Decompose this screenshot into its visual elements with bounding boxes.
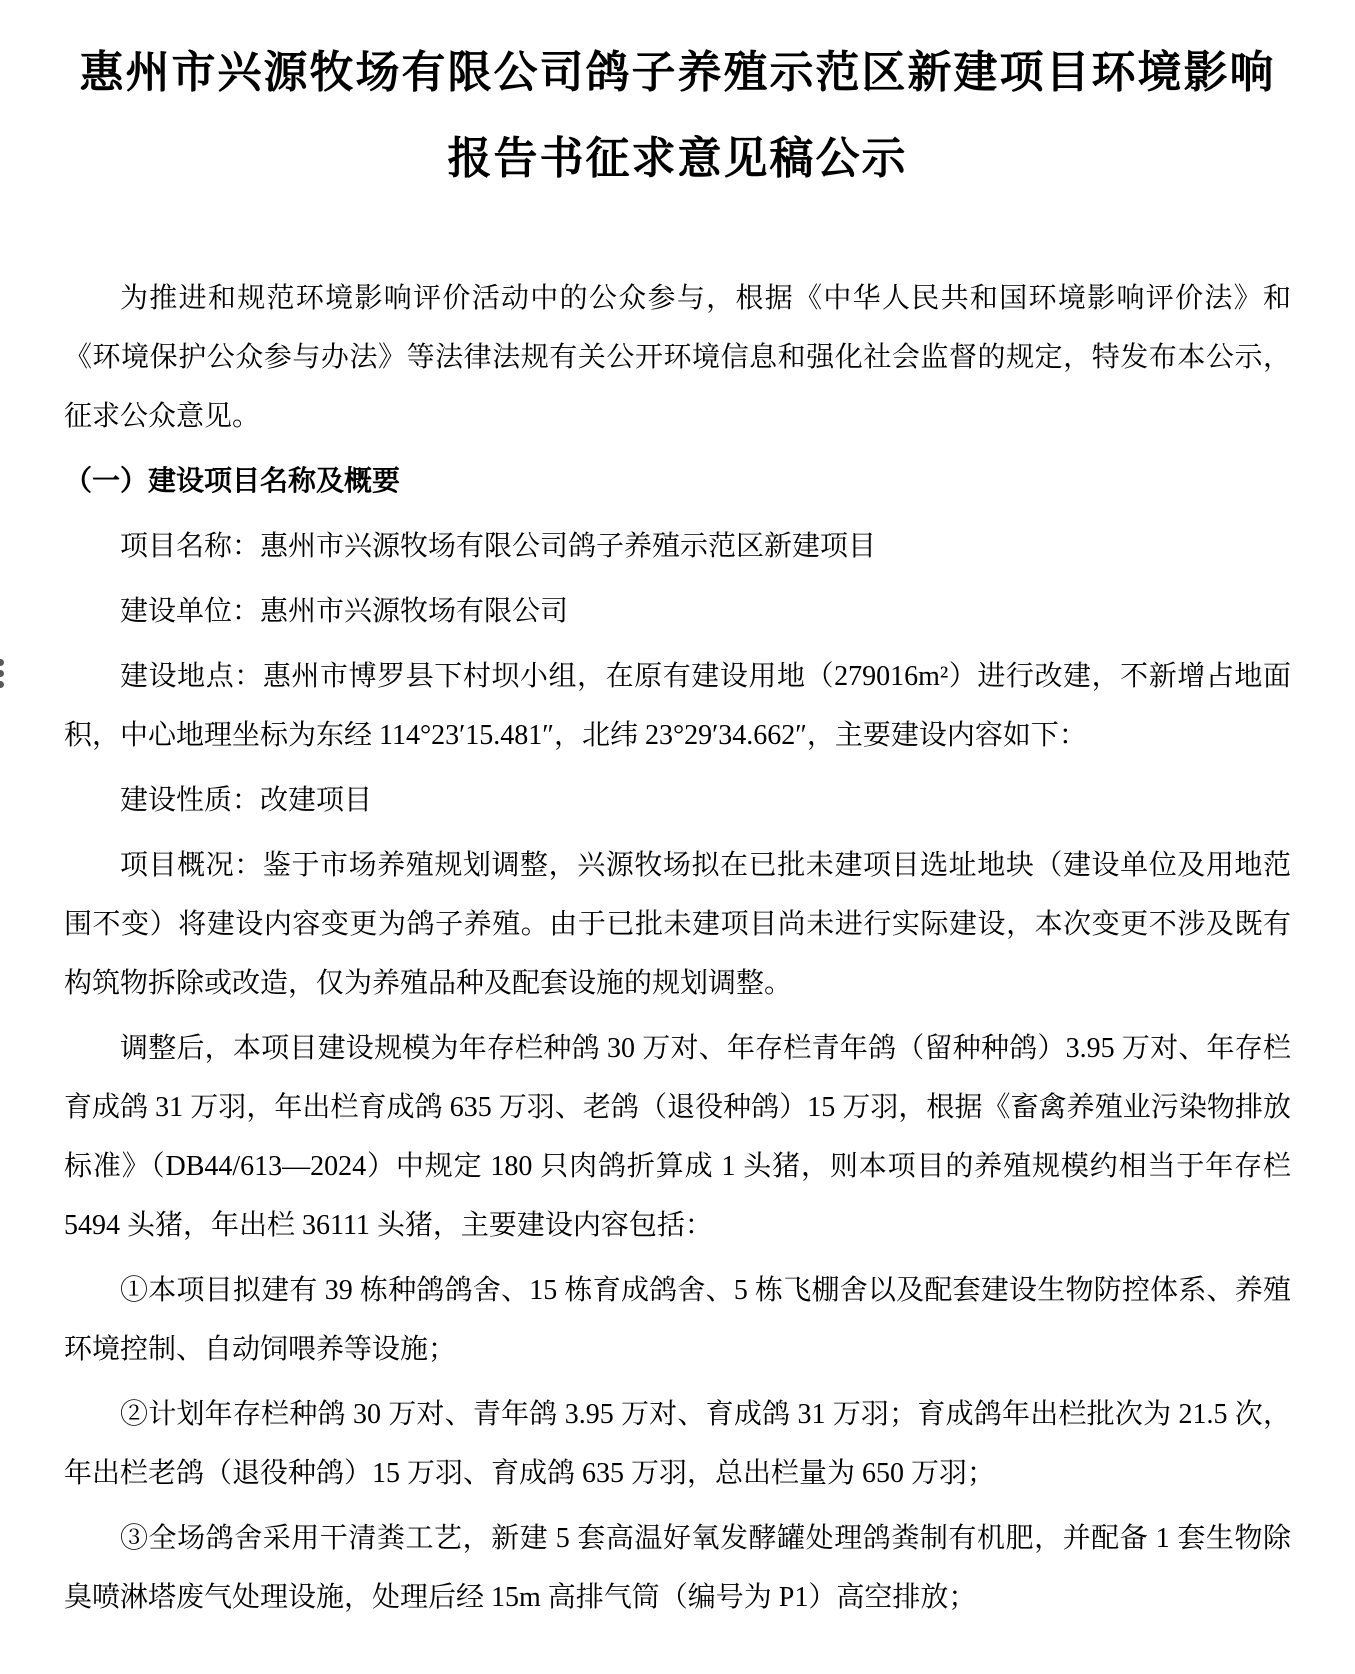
intro-paragraph: 为推进和规范环境影响评价活动中的公众参与，根据《中华人民共和国环境影响评价法》和《环境保护公众参与办法》等法律法规有关公开环境信息和强化社会监督的规定，特发布本公示，征求公众意见。 xyxy=(64,283,1291,432)
vertical-ellipsis-handle-icon[interactable] xyxy=(0,659,4,688)
handle-dot xyxy=(0,659,4,666)
construction-site-paragraph: 建设地点：惠州市博罗县下村坝小组，在原有建设用地（279016m²）进行改建，不新增占地面积，中心地理坐标为东经 114°23′15.481″，北纬 23°29′34.662″，主要建设内容如下： xyxy=(64,661,1291,751)
title-line-2: 报告书征求意见稿公示 xyxy=(447,134,908,183)
adjusted-scale-paragraph: 调整后，本项目建设规模为年存栏种鸽 30 万对、年存栏青年鸽（留种种鸽）3.95 万对、年存栏育成鸽 31 万羽，年出栏育成鸽 635 万羽、老鸽（退役种鸽）15 万羽，根据《畜禽养殖业污染物排放标准》（DB44/613—2024）中规定 180 只肉鸽折算成 1 头猪，则本项目的养殖规模约相当于年存栏 5494 头猪，年出栏 36111 头猪，主要建设内容包括： xyxy=(64,1033,1291,1241)
construction-nature-line: 建设性质：改建项目 xyxy=(120,785,373,816)
title-line-1: 惠州市兴源牧场有限公司鸽子养殖示范区新建项目环境影响 xyxy=(79,48,1276,97)
handle-dot xyxy=(0,681,4,688)
document-title xyxy=(0,0,1355,202)
project-overview-paragraph: 项目概况：鉴于市场养殖规划调整，兴源牧场拟在已批未建项目选址地块（建设单位及用地范围不变）将建设内容变更为鸽子养殖。由于已批未建项目尚未进行实际建设，本次变更不涉及既有构筑物拆除或改造，仅为养殖品种及配套设施的规划调整。 xyxy=(64,850,1291,999)
document-body xyxy=(0,269,1355,1627)
item-1-paragraph: ①本项目拟建有 39 栋种鸽鸽舍、15 栋育成鸽舍、5 栋飞棚舍以及配套建设生物防控体系、养殖环境控制、自动饲喂养等设施； xyxy=(64,1275,1291,1365)
handle-dot xyxy=(0,670,4,677)
project-name-line: 项目名称：惠州市兴源牧场有限公司鸽子养殖示范区新建项目 xyxy=(120,531,877,562)
item-3-paragraph: ③全场鸽舍采用干清粪工艺，新建 5 套高温好氧发酵罐处理鸽粪制有机肥，并配备 1 套生物除臭喷淋塔废气处理设施，处理后经 15m 高排气筒（编号为 P1）高空排放； xyxy=(64,1523,1291,1613)
section-heading-1: （一）建设项目名称及概要 xyxy=(64,466,401,497)
item-2-paragraph: ②计划年存栏种鸽 30 万对、青年鸽 3.95 万对、育成鸽 31 万羽；育成鸽年出栏批次为 21.5 次，年出栏老鸽（退役种鸽）15 万羽、育成鸽 635 万羽，总出栏量为 650 万羽； xyxy=(64,1399,1291,1489)
construction-unit-line: 建设单位：惠州市兴源牧场有限公司 xyxy=(120,596,569,627)
